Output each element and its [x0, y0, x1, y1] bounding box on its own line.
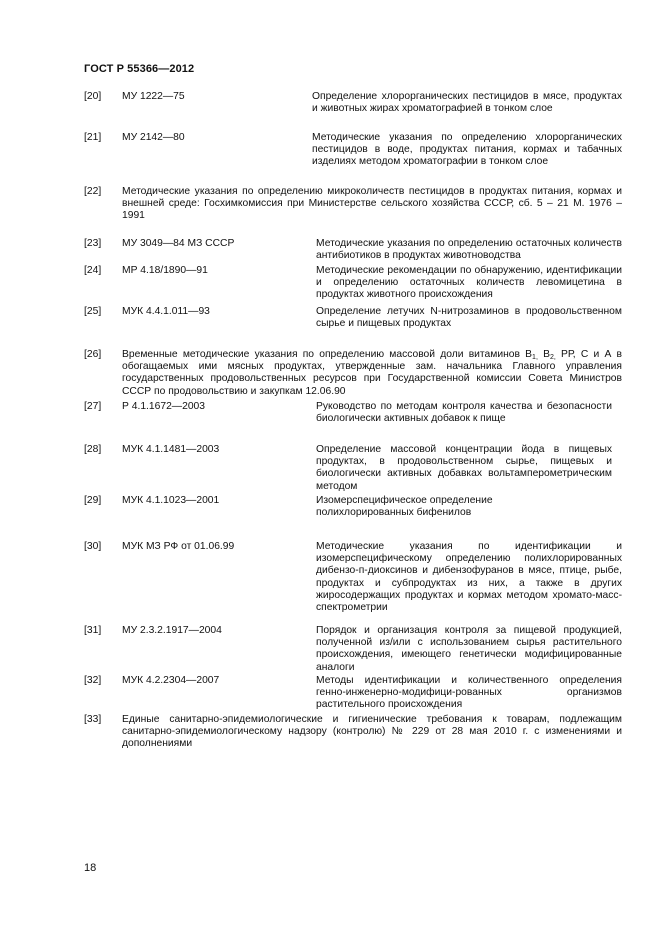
reference-description: Методические указания по идентификации и изомерспецифическому определению полихлорированных дибензо-п-диоксинов и дибензофуранов в мясе, птице, рыбе, продуктах и субпродуктах из них, а также в других жиросодержащих продуктах и кормах методом хромато-масс-спектрометрии [316, 541, 622, 614]
reference-description: Руководство по методам контроля качества и безопасности биологически активных добавок к пище [316, 401, 612, 425]
reference-description: Определение летучих N-нитрозаминов в продовольственном сырье и пищевых продуктах [316, 306, 622, 330]
reference-code: МУК 4.4.1.011—93 [122, 306, 210, 317]
reference-number: [31] [84, 625, 102, 636]
reference-description: Изомерспецифическое определение полихлорированных бифенилов [316, 495, 493, 519]
reference-number: [26] [84, 349, 102, 360]
reference-number: [23] [84, 238, 102, 249]
reference-code: МУ 2.3.2.1917—2004 [122, 625, 222, 636]
page-number: 18 [84, 862, 97, 874]
reference-code: МУК 4.1.1023—2001 [122, 495, 220, 506]
document-header: ГОСТ Р 55366—2012 [84, 63, 195, 75]
reference-text-part: Временные методические указания по определению массовой доли витаминов B [122, 349, 533, 360]
reference-code: МУК 4.2.2304—2007 [122, 675, 220, 686]
reference-description: Определение массовой концентрации йода в пищевых продуктах, в продовольственном сырье, пищевых и биологически активных добавках вольтамперометрическим методом [316, 444, 612, 492]
reference-description: Методические указания по определению остаточных количеств антибиотиков в продуктах животноводства [316, 238, 622, 262]
reference-text-part: РР, С и А в обогащаемых ими мясных продуктах, утвержденные зам. начальника Главного управления государственных продовольственных ресурсов при Государственной комиссии Совета Министров СССР по продовольствию и закупкам 12.06.90 [122, 349, 623, 397]
reference-number: [33] [84, 714, 102, 725]
reference-number: [27] [84, 401, 102, 412]
reference-description: Порядок и организация контроля за пищевой продукцией, полученной из/или с использованием сырья растительного происхождения, имеющего генетически модифицированные аналоги [316, 625, 622, 673]
reference-subscript: 1, [532, 354, 538, 361]
reference-description: Методы идентификации и количественного определения генно-инженерно-модифици-рованных организмов растительного происхождения [316, 675, 622, 711]
reference-code: МУ 2142—80 [122, 132, 185, 143]
reference-code: МУ 3049—84 МЗ СССР [122, 238, 235, 249]
reference-number: [20] [84, 91, 102, 102]
reference-subscript: 2, [549, 354, 556, 361]
reference-number: [25] [84, 306, 102, 317]
reference-number: [24] [84, 265, 102, 276]
reference-description: Единые санитарно-эпидемиологические и гигиенические требования к товарам, подлежащим санитарно-эпидемиологическому надзору (контролю) № 229 от 28 мая 2010 г. с изменениями и дополнениями [122, 714, 622, 750]
reference-description: Методические указания по определению хлорорганических пестицидов в воде, продуктах питания, кормах и табачных изделиях методом хроматографии в тонком слое [312, 132, 622, 168]
reference-code: МР 4.18/1890—91 [122, 265, 208, 276]
reference-number: [32] [84, 675, 102, 686]
reference-number: [30] [84, 541, 102, 552]
reference-description: Методические указания по определению микроколичеств пестицидов в продуктах питания, кормах и внешней среде: Госхимкомиссия при Министерстве сельского хозяйства СССР, сб. 5 – 21 М. 1976 – 1991 [122, 186, 622, 222]
reference-number: [28] [84, 444, 102, 455]
reference-description: Методические рекомендации по обнаружению, идентификации и определению остаточных количеств левомицетина в продуктах животного происхождения [316, 265, 622, 301]
reference-code: МУК МЗ РФ от 01.06.99 [122, 541, 235, 552]
reference-number: [22] [84, 186, 102, 197]
reference-number: [29] [84, 495, 102, 506]
reference-description [122, 349, 622, 398]
reference-description: Определение хлорорганических пестицидов в мясе, продуктах и животных жирах хроматографией в тонком слое [312, 91, 622, 115]
reference-text-part: B [537, 349, 550, 360]
reference-number: [21] [84, 132, 102, 143]
reference-code: МУК 4.1.1481—2003 [122, 444, 220, 455]
reference-code: Р 4.1.1672—2003 [122, 401, 206, 412]
reference-code: МУ 1222—75 [122, 91, 185, 102]
